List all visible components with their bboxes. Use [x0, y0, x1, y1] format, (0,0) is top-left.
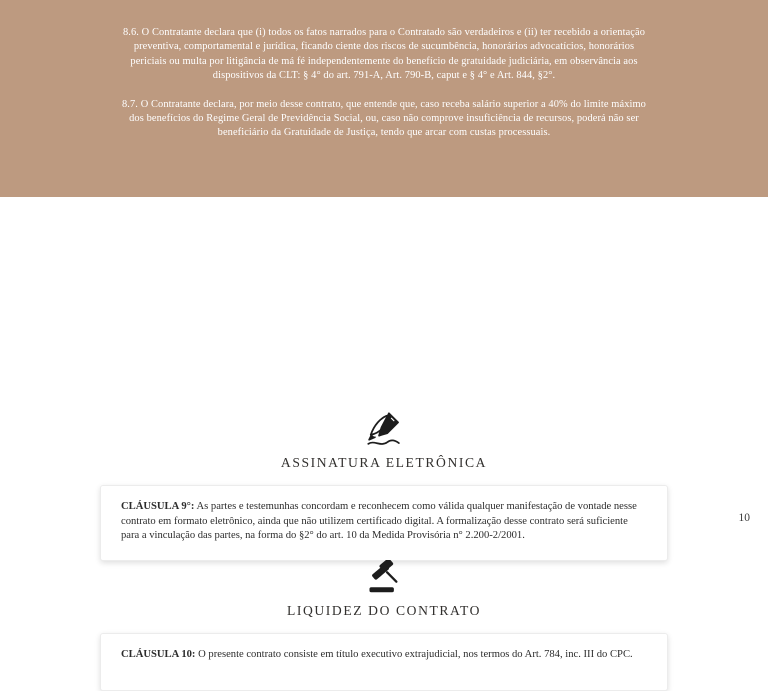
gavel-icon	[0, 557, 768, 597]
section-title-assinatura: ASSINATURA ELETRÔNICA	[280, 455, 488, 470]
contract-top-band	[0, 0, 768, 197]
clause-10-text	[121, 648, 647, 663]
section-assinatura-eletronica	[0, 409, 768, 561]
signature-pen-icon	[0, 409, 768, 449]
document-body	[0, 197, 768, 660]
section-title-liquidez: LIQUIDEZ DO CONTRATO	[286, 603, 482, 618]
clause-card-9	[100, 485, 668, 561]
page-number: 10	[738, 512, 750, 524]
clause-card-10	[100, 633, 668, 691]
clause-9-text	[121, 500, 647, 544]
clause-10-body: O presente contrato consiste em título executivo extrajudicial, nos termos do Art. 784, inc. III do CPC.	[195, 649, 633, 660]
clause-9-label: CLÁUSULA 9°:	[121, 501, 195, 512]
band-paragraph-8-6: 8.6. O Contratante declara que (i) todos os fatos narrados para o Contratado são verdadeiros e (ii) ter recebido a orientação preventiva, comportamental e jurídica, ficando ciente dos riscos de sucumbência, honorários advocatícios, honorários periciais ou multa por litigância de má fé independentemente do benefício de gratuidade judiciária, em observância aos dispositivos da CLT: § 4° do art. 791-A, Art. 790-B, caput e § 4° e Art. 844, §2°.	[122, 27, 645, 82]
clause-9-body: As partes e testemunhas concordam e reconhecem como válida qualquer manifestação de vontade nesse contrato em formato eletrônico, ainda que não utilizem certificado digital. A formalização desse contrato será suficiente para a vinculação das partes, na forma do §2° do art. 10 da Medida Provisória n° 2.200-2/2001.	[121, 501, 637, 542]
section-liquidez-do-contrato	[0, 557, 768, 691]
band-paragraph-8-7: 8.7. O Contratante declara, por meio desse contrato, que entende que, caso receba salário superior a 40% do limite máximo dos benefícios do Regime Geral de Previdência Social, ou, caso não comprove insuficiência de recursos, poderá não ser beneficiário da Gratuidade de Justiça, tendo que arcar com custas processuais.	[122, 98, 646, 139]
clause-10-label: CLÁUSULA 10:	[121, 649, 196, 660]
